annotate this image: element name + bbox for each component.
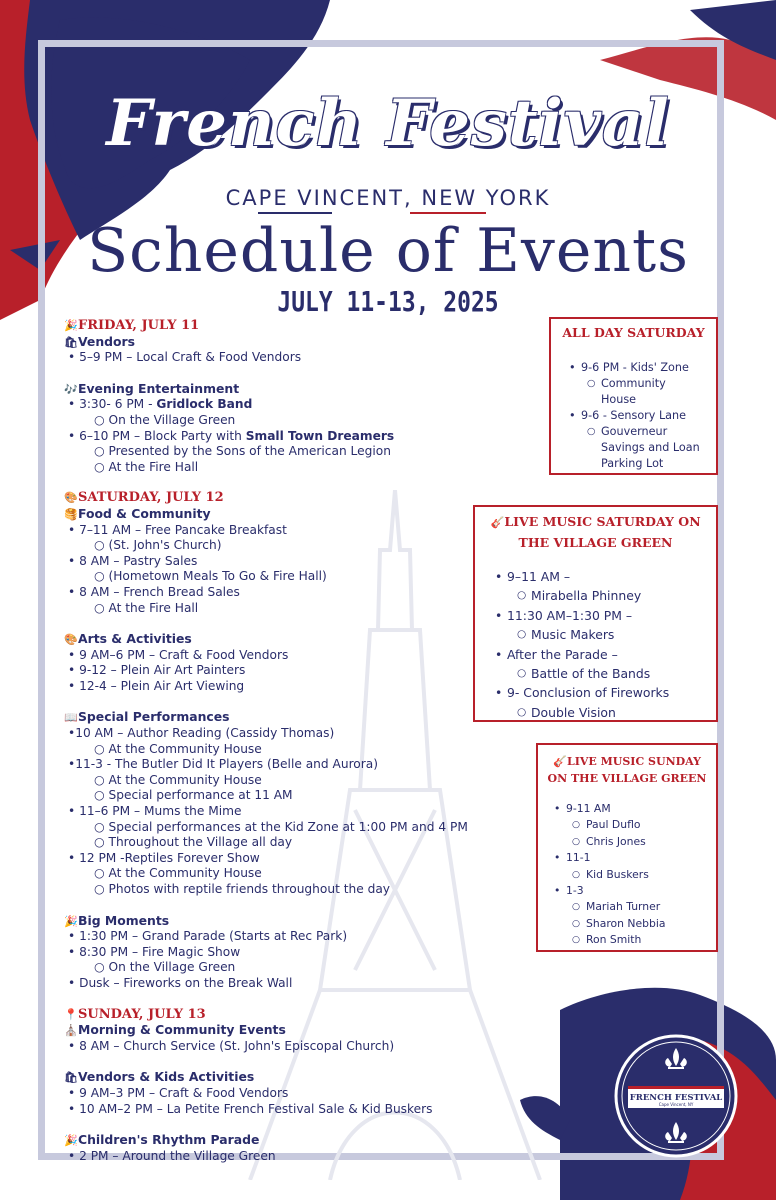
list-item: • 8 AM – French Bread Sales	[68, 584, 240, 599]
list-subitem: ○ Photos with reptile friends throughout the day	[94, 882, 391, 896]
list-subitem: ○ (St. John's Church)	[94, 538, 222, 553]
box-title: 🎸LIVE MUSIC SATURDAY ON THE VILLAGE GREEN	[490, 514, 701, 550]
list-subitem: ○ Community House	[601, 376, 701, 408]
list-item: • 7–11 AM – Free Pancake Breakfast	[68, 522, 287, 537]
list-subitem: ○ At the Community House	[94, 772, 262, 787]
list-subitem: ○ Sharon Nebbia	[586, 916, 716, 932]
french-festival-logo	[614, 1034, 738, 1158]
list-subitem: ○ Kid Buskers	[586, 867, 716, 883]
list-subitem: ○ On the Village Green	[94, 412, 236, 427]
list-item: • 9-6 PM - Kids' Zone	[581, 360, 716, 376]
list-item: • 10 AM–2 PM – La Petite French Festival Sale & Kid Buskers	[68, 1101, 433, 1116]
list-subitem: ○ Gouverneur Savings and Loan Parking Lot	[601, 424, 713, 472]
list-item: • 9- Conclusion of Fireworks	[507, 683, 716, 702]
section-title: 🛍Vendors	[64, 333, 136, 349]
list-item: •11-3 - The Butler Did It Players (Belle and Aurora)	[68, 757, 379, 772]
section-title: 🛍Vendors & Kids Activities	[64, 1069, 255, 1085]
list-subitem: ○ Mariah Turner	[586, 899, 716, 915]
list-item: • 8 AM – Church Service (St. John's Episcopal Church)	[68, 1038, 395, 1053]
palette-icon: 🎨	[64, 491, 78, 505]
logo-text: FRENCH FESTIVAL	[629, 1093, 723, 1103]
church-icon: ⛪	[64, 1024, 78, 1038]
schedule-title: Schedule of Events	[87, 216, 689, 286]
list-subitem: ○ Special performances at the Kid Zone at 1:00 PM and 4 PM	[94, 819, 468, 834]
shopping-bag-icon: 🛍	[64, 1071, 78, 1085]
location-subtitle: CAPE VINCENT, NEW YORK	[225, 186, 551, 210]
list-item: •10 AM – Author Reading (Cassidy Thomas)	[68, 726, 335, 741]
all-day-saturday-box	[549, 317, 718, 475]
section-title: 🎨Arts & Activities	[64, 631, 192, 647]
list-item: • 12 PM -Reptiles Forever Show	[68, 850, 260, 865]
list-subitem: ○ Battle of the Bands	[531, 664, 716, 683]
list-item: • 9 AM–6 PM – Craft & Food Vendors	[68, 647, 289, 662]
logo-subtext: Cape Vincent, NY	[658, 1102, 694, 1107]
live-music-saturday-box	[473, 505, 718, 722]
list-subitem: ○ At the Community House	[94, 741, 262, 756]
list-subitem: ○ Ron Smith	[586, 932, 716, 948]
list-subitem: ○ Special performance at 11 AM	[94, 788, 293, 803]
list-item: • 3:30- 6 PM - Gridlock Band	[68, 397, 253, 412]
list-item: • Dusk – Fireworks on the Break Wall	[68, 975, 293, 990]
festival-script-title: French Festival	[106, 86, 670, 161]
list-item: • 8 AM – Pastry Sales	[68, 553, 198, 568]
book-icon: 📖	[64, 711, 78, 725]
list-subitem: ○ Presented by the Sons of the American Legion	[94, 444, 391, 459]
list-item: • 6–10 PM – Block Party with Small Town Dreamers	[68, 428, 395, 443]
box-title: ALL DAY SATURDAY	[562, 325, 705, 340]
list-item: • 1-3	[566, 883, 716, 899]
schedule-column	[64, 318, 524, 1164]
list-item: • 8:30 PM – Fire Magic Show	[68, 944, 241, 959]
live-music-sunday-box	[536, 743, 718, 952]
list-item: • 12-4 – Plein Air Art Viewing	[68, 678, 245, 693]
box-title: 🎸LIVE MUSIC SUNDAY ON THE VILLAGE GREEN	[547, 755, 707, 785]
list-subitem: ○ Mirabella Phinney	[531, 586, 716, 605]
list-item: • 9-6 - Sensory Lane	[581, 408, 716, 424]
festival-dates: JULY 11-13, 2025	[277, 285, 499, 318]
music-notes-icon: 🎶	[64, 382, 78, 396]
list-item: • 9 AM–3 PM – Craft & Food Vendors	[68, 1085, 289, 1100]
list-subitem: ○ At the Fire Hall	[94, 459, 199, 474]
list-item: • 2 PM – Around the Village Green	[68, 1148, 276, 1163]
list-item: • 1:30 PM – Grand Parade (Starts at Rec Park)	[68, 929, 348, 944]
section-title: 🎉Children's Rhythm Parade	[64, 1132, 260, 1148]
section-title: 🎉Big Moments	[64, 912, 170, 928]
pin-icon: 📍	[64, 1007, 78, 1021]
guitar-icon: 🎸	[553, 755, 567, 768]
party-popper-icon: 🎉	[64, 914, 78, 928]
palette-icon: 🎨	[64, 633, 78, 647]
day-heading-friday: 🎉FRIDAY, JULY 11	[64, 318, 200, 333]
subtitle-underline-navy	[258, 212, 332, 214]
section-title: 🎶Evening Entertainment	[64, 380, 240, 396]
list-subitem: ○ Music Makers	[531, 625, 716, 644]
section-title: 🥞Food & Community	[64, 505, 211, 521]
list-subitem: ○ Throughout the Village all day	[94, 835, 293, 850]
list-item: • After the Parade –	[507, 645, 716, 664]
party-popper-icon: 🎉	[64, 319, 78, 332]
list-subitem: ○ Double Vision	[531, 703, 716, 722]
list-item: • 11-1	[566, 850, 716, 866]
subtitle-underline-red	[410, 212, 486, 214]
list-item: • 11:30 AM–1:30 PM –	[507, 606, 716, 625]
list-subitem: ○ On the Village Green	[94, 960, 236, 975]
list-item: • 5–9 PM – Local Craft & Food Vendors	[68, 350, 302, 365]
guitar-icon: 🎸	[490, 516, 505, 529]
list-subitem: ○ (Hometown Meals To Go & Fire Hall)	[94, 569, 327, 584]
party-popper-icon: 🎉	[64, 1134, 78, 1148]
list-item: • 9-12 – Plein Air Art Painters	[68, 663, 246, 678]
list-subitem: ○ Paul Duflo	[586, 817, 716, 833]
list-subitem: ○ At the Community House	[94, 866, 262, 881]
shopping-bag-icon: 🛍	[64, 335, 78, 349]
list-subitem: ○ At the Fire Hall	[94, 600, 199, 615]
list-item: • 9-11 AM	[566, 801, 716, 817]
section-title: 📖Special Performances	[64, 709, 230, 725]
list-item: • 9–11 AM –	[507, 567, 716, 586]
section-title: ⛪Morning & Community Events	[64, 1022, 286, 1038]
day-heading-sunday: 📍SUNDAY, JULY 13	[64, 1006, 206, 1022]
day-heading-saturday: 🎨SATURDAY, JULY 12	[64, 490, 224, 506]
pancakes-icon: 🥞	[64, 507, 78, 521]
list-subitem: ○ Chris Jones	[586, 834, 716, 850]
list-item: • 11–6 PM – Mums the Mime	[68, 804, 242, 819]
